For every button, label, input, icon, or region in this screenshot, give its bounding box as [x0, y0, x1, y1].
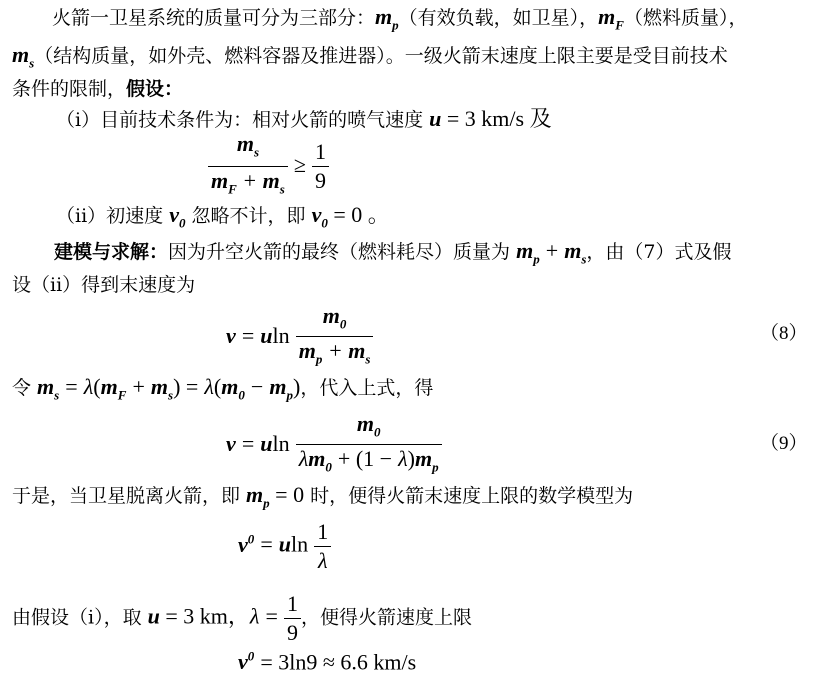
substitution-line: 令 $m_s = \lambda(m_F + m_s) = \lambda(m_0 - m_p)$，代入上式，得: [12, 374, 434, 403]
geq-sign: ≥: [293, 151, 306, 177]
equation-8-label: （8）: [760, 323, 808, 344]
assumption-1-text: （i）目前技术条件为：相对火箭的喷气速度: [56, 109, 430, 131]
m-f-symbol: $m_F$: [598, 4, 624, 33]
intro-line-2: [12, 42, 728, 76]
equation-8: v = uln $\frac{m_0}{m_p + m_s}$: [226, 304, 373, 372]
assumption-2-text: （ii）初速度: [56, 205, 170, 227]
equation-9: v = uln $\frac{m_0}{\lambda m_0 + (1 - \lambda)m_p}$: [226, 412, 442, 480]
assumption-heading: 假设：: [126, 78, 184, 100]
parameter-line: 由假设（i），取 u = 3 km，λ = $\frac{1}{9}$ ，便得火箭速度上限: [12, 591, 472, 645]
modeling-line-2: 设（ii）得到末速度为: [12, 274, 196, 296]
m-p-symbol: $m_p$: [375, 4, 399, 33]
intro-text-1: 火箭一卫星系统的质量可分为三部分：: [52, 7, 376, 29]
equation-9-label: （9）: [760, 433, 808, 454]
final-result: $v^0 = 3\ln 9 \approx 6.6$ km/s: [238, 649, 417, 675]
intro-line-3: [12, 76, 183, 102]
intro-text-4: （结构质量，如外壳、燃料容器及推进器）。一级火箭末速度上限主要是受目前技术: [34, 45, 728, 67]
one-ninth-fraction: $\frac{1}{9}$: [312, 140, 329, 193]
intro-text-5: 条件的限制，: [12, 78, 127, 100]
intro-line-1: [52, 4, 747, 38]
mass-ratio-inequality: [208, 132, 329, 202]
u-symbol: u: [429, 106, 442, 131]
conclusion-line: 于是，当卫星脱离火箭，即 $m_p = 0$ 时，便得火箭末速度上限的数学模型为: [12, 482, 634, 511]
upper-limit-model: $v^0 = uln$ $\frac{1}{\lambda}$: [238, 520, 331, 573]
m-s-symbol: $m_s$: [12, 42, 35, 71]
assumption-1-value: = 3 km/s 及: [441, 106, 552, 131]
modeling-heading: 建模与求解：: [54, 241, 169, 263]
intro-text-3: （燃料质量），: [623, 7, 748, 29]
modeling-line-1: 建模与求解：因为升空火箭的最终（燃料耗尽）质量为 $m_p + m_s$，由（7）式及假: [54, 238, 732, 267]
assumption-2: （ii）初速度 $v_0$ 忽略不计，即 $v_0 = 0$ 。: [56, 202, 390, 231]
mass-ratio-fraction: $\frac{m_s}{m_F + m_s}$: [208, 132, 288, 202]
assumption-1: [56, 106, 552, 133]
intro-text-2: （有效负载，如卫星），: [398, 7, 599, 29]
